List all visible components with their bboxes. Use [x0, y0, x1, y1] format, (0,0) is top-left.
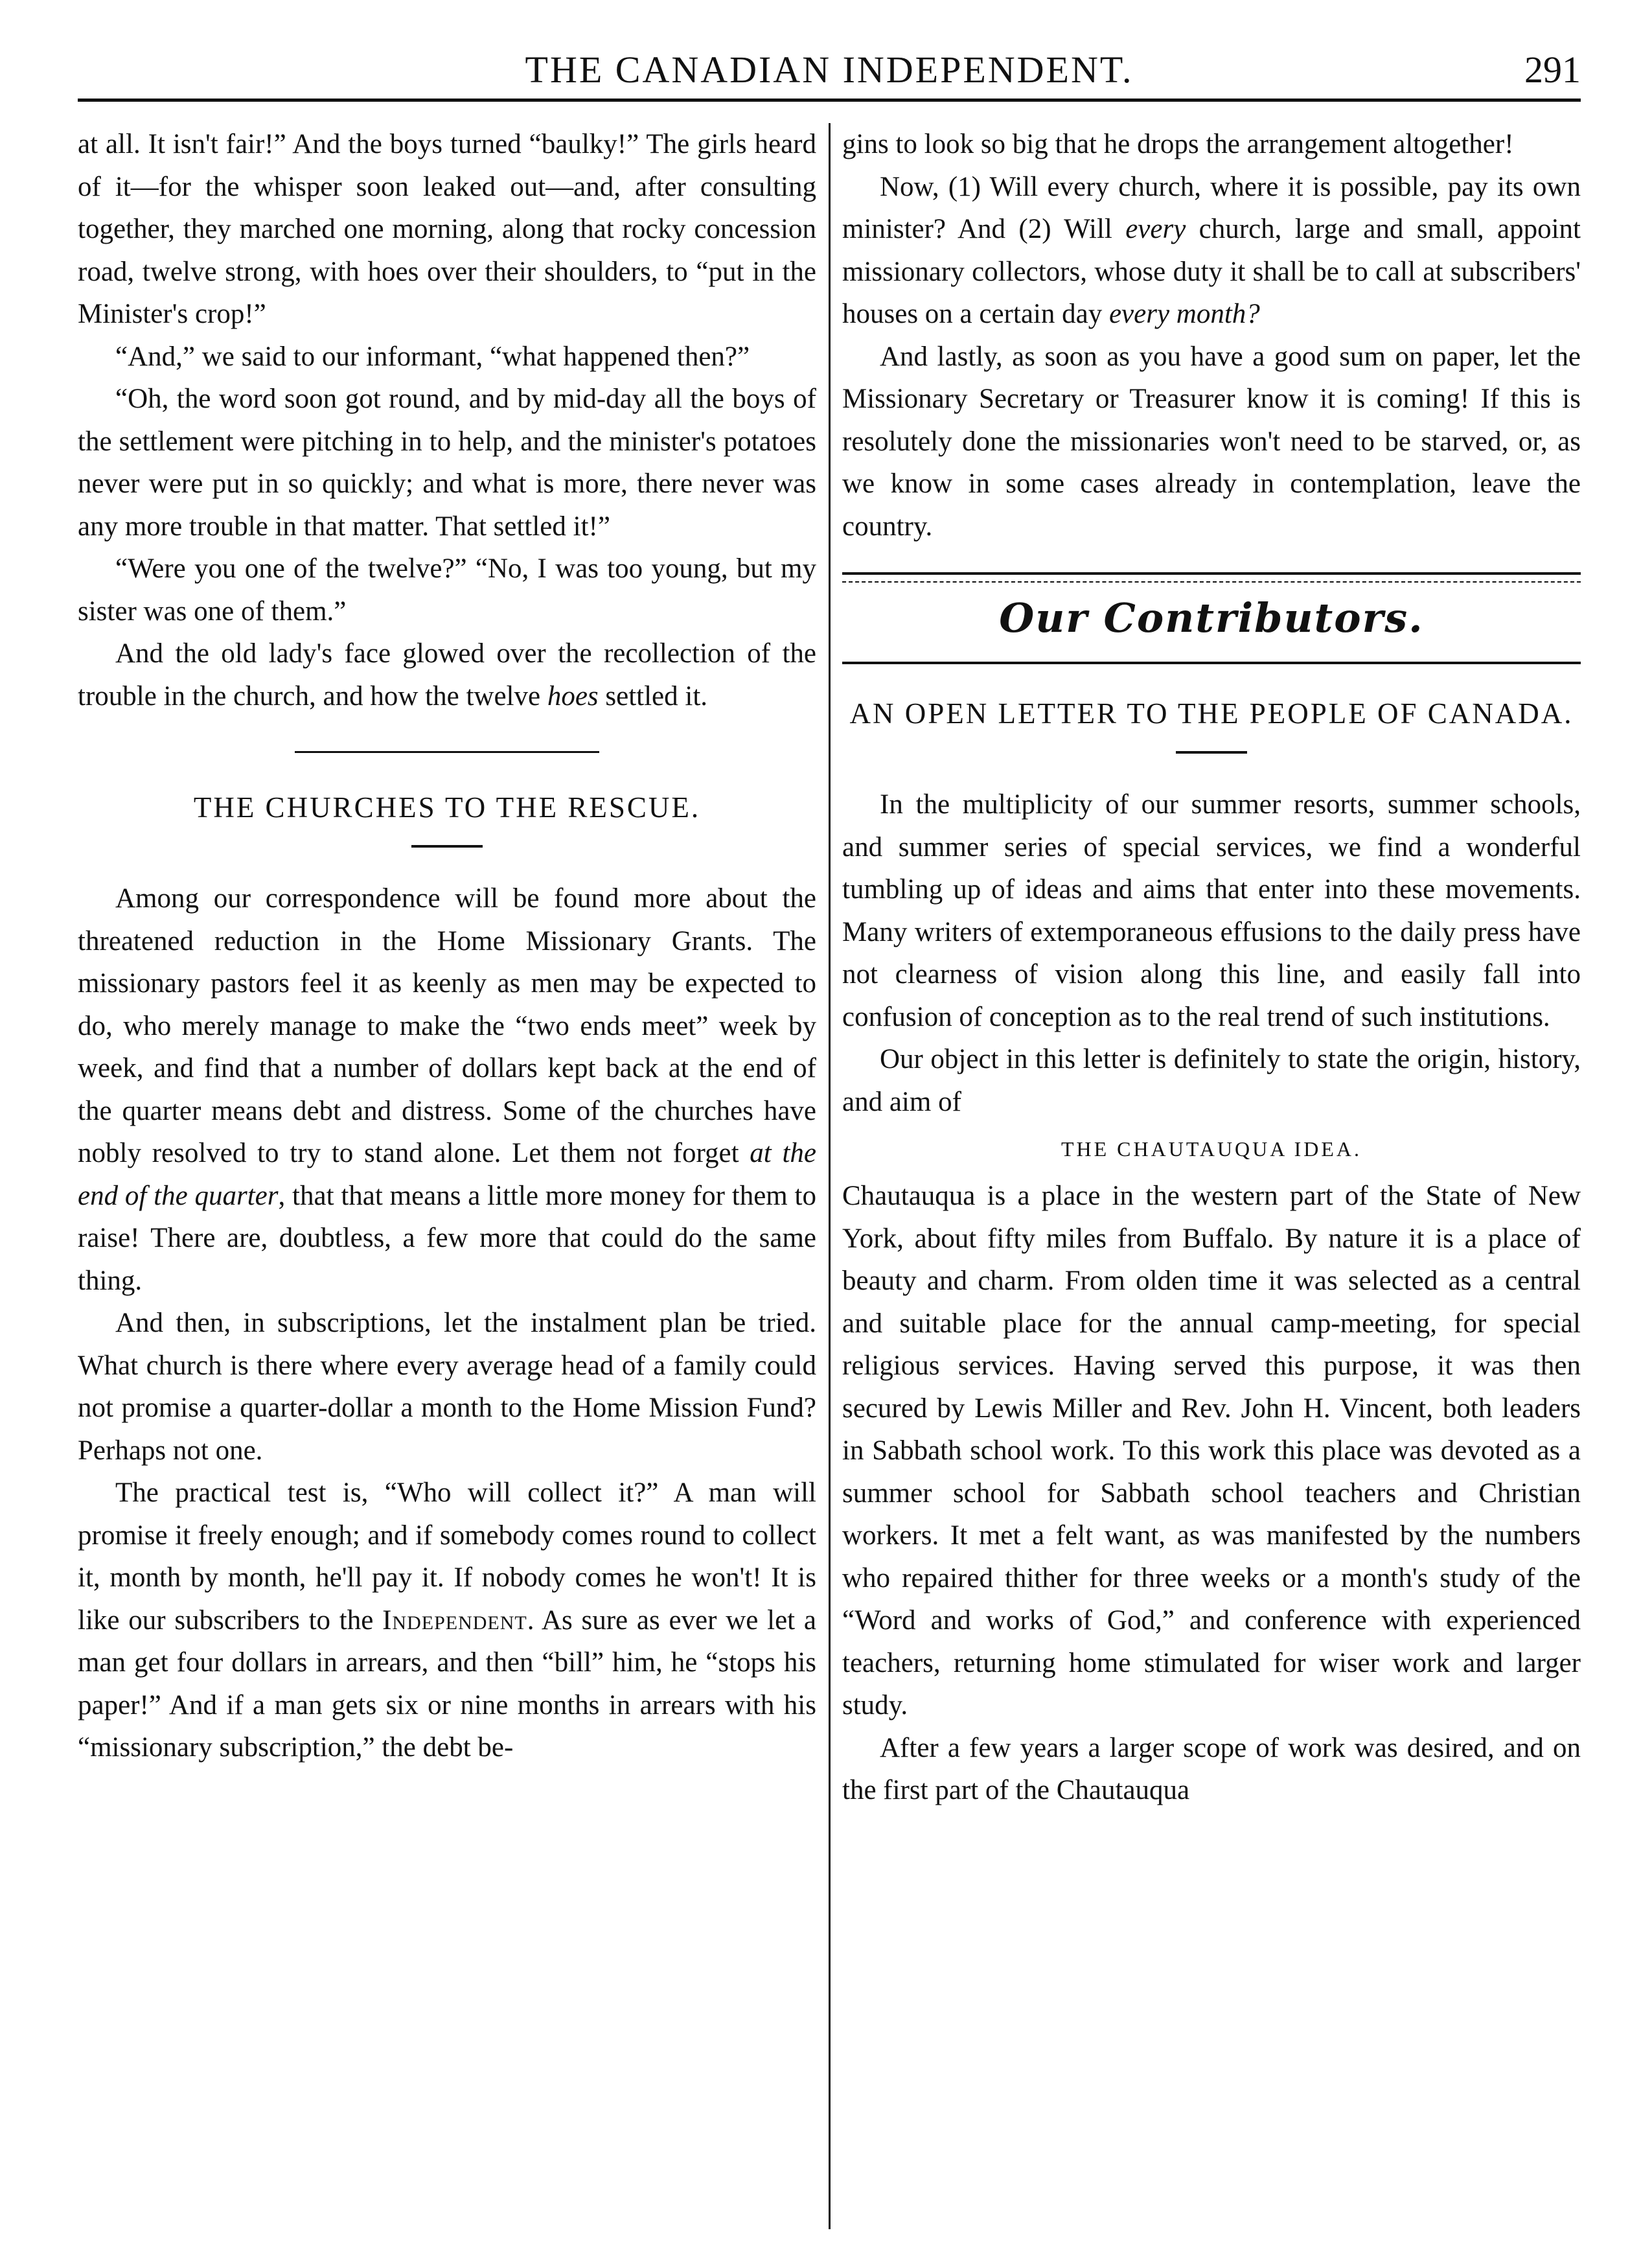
paragraph: Our object in this letter is definitely to state the origin, history, and aim of: [842, 1044, 1581, 1117]
page-header: [78, 26, 1581, 97]
italic-text: every month?: [1108, 299, 1260, 329]
paragraph: After a few years a larger scope of work was desired, and on the first part of the Chautauqua: [842, 1732, 1581, 1805]
heading-rule: [411, 845, 483, 848]
text-run: , that that means a little more money for them to raise! There are, doubtless, a few more that could do the same thing.: [78, 1180, 816, 1296]
text-run: settled it.: [598, 680, 708, 712]
article-heading: AN OPEN LETTER TO THE PEOPLE OF CANADA.: [849, 697, 1574, 730]
paragraph: Chautauqua is a place in the western part of the State of New York, about fifty miles from Buffalo. By nature it is a place of beauty and charm. From olden time it was selected as a central and suitable place for the annual camp-meeting, for special religious services. Having served this purpose, it was then secured by Lewis Miller and Rev. John H. Vincent, both leaders in Sabbath school work. To this work this place was devoted as a summer school for Sabbath school teachers and Christian workers. It met a felt want, as was manifested by the numbers who repaired thither for three weeks or a month's study of the “Word and works of God,” and conference with experienced teachers, returning home stimulated for wiser work and larger study.: [842, 1181, 1581, 1720]
section-heading: THE CHURCHES TO THE RESCUE.: [193, 791, 701, 824]
text-run: Now, (1) Will every church, where it is possible, pay its own minister? And (2) Will: [842, 171, 1581, 244]
contributors-banner: Our Contributors.: [999, 594, 1424, 642]
subheading: THE CHAUTAUQUA IDEA.: [1061, 1137, 1362, 1161]
text-run: And the old lady's face glowed over the recollection of the trouble in the church, and how the twelve: [78, 638, 816, 712]
italic-text: at the end of the quarter: [78, 1138, 816, 1211]
right-column: [842, 123, 1581, 2229]
paragraph: “Were you one of the twelve?” “No, I was too young, but my sister was one of them.”: [78, 553, 816, 627]
paragraph: In the multiplicity of our summer resorts, summer schools, and summer series of special services, we find a wonderful tumbling up of ideas and aims that enter into these movements. Many writers of extemporaneous effusions to the daily press have not clearness of vision along this line, and easily fall into confusion of conception as to the real trend of such institutions.: [842, 789, 1581, 1032]
italic-text: every: [1125, 214, 1186, 244]
heading-rule: [1176, 751, 1247, 754]
paragraph: And then, in subscriptions, let the instalment plan be tried. What church is there where every average head of a family could not promise a quarter-dollar a month to the Home Mission Fund? Perhaps not one.: [78, 1308, 816, 1466]
banner-rule-bottom: [842, 662, 1581, 664]
text-run: . As sure as ever we let a man get four dollars in arrears, and then “bill” him, he “stops his paper!” And if a man gets six or nine months in arrears with his “missionary subscription,” the debt be-: [78, 1604, 816, 1763]
paragraph: And lastly, as soon as you have a good sum on paper, let the Missionary Secretary or Treasurer know it is coming! If this is resolutely done the missionaries won't need to be starved, or, as we know in some cases already in contemplation, leave the country.: [842, 341, 1581, 542]
banner-rule-top: [842, 572, 1581, 575]
column-divider: [829, 123, 831, 2229]
paragraph: “And,” we said to our informant, “what happened then?”: [115, 341, 750, 372]
paragraph: [78, 877, 816, 1302]
paragraph: [78, 1472, 816, 1769]
section-divider: [295, 751, 599, 753]
paragraph: “Oh, the word soon got round, and by mid-day all the boys of the settlement were pitching in to help, and the minister's potatoes never were put in so quickly; and what is more, there never was any more trouble in that matter. That settled it!”: [78, 384, 816, 542]
text-run: The practical test is, “Who will collect it?” A man will promise it freely enough; and if somebody comes round to collect it, month by month, he'll pay it. If nobody comes he won't! It is like our subscribers to the: [78, 1477, 816, 1636]
publication-title: THE CANADIAN INDEPENDENT.: [525, 49, 1134, 91]
smallcaps-text: Independent: [382, 1604, 527, 1636]
paragraph: [842, 166, 1581, 336]
header-rule: [78, 98, 1581, 102]
paragraph: at all. It isn't fair!” And the boys turned “baulky!” The girls heard of it—for the whisper soon leaked out—and, after consulting together, they marched one morning, along that rocky concession road, twelve strong, with hoes over their shoulders, to “put in the Minister's crop!”: [78, 129, 816, 329]
paragraph: [78, 632, 816, 717]
italic-text: hoes: [547, 680, 599, 712]
paragraph: gins to look so big that he drops the arrangement altogether!: [842, 129, 1514, 159]
text-run: church, large and small, appoint missionary collectors, whose duty it shall be to call at subscribers' houses on a certain day: [842, 214, 1581, 329]
page: [78, 26, 1581, 2242]
page-number: 291: [1524, 49, 1581, 91]
left-column: [78, 123, 816, 2229]
text-run: Among our correspondence will be found more about the threatened reduction in the Home Missionary Grants. The missionary pastors feel it as keenly as men may be expected to do, who merely manage to make the “two ends meet” week by week, and find that a number of dollars kept back at the end of the quarter means debt and distress. Some of the churches have nobly resolved to try to stand alone. Let them not forget: [78, 883, 816, 1168]
